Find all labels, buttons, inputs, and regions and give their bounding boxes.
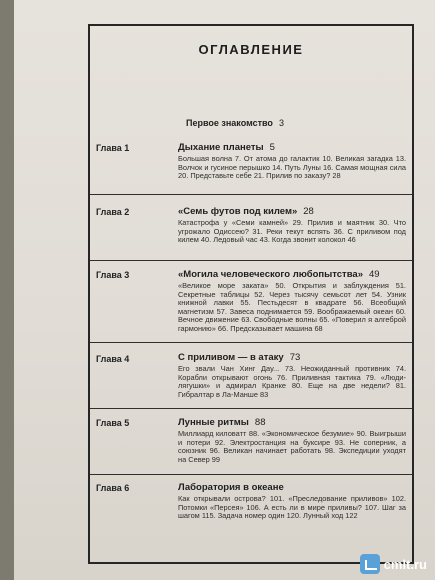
intro-title: Первое знакомство: [186, 118, 273, 128]
chapter-4-entry: [178, 352, 406, 399]
section-divider: [90, 194, 412, 195]
chapter-2-entry: [178, 206, 406, 245]
chapter-1-entry: [178, 142, 406, 181]
chapter-6-sections: Как открывали острова? 101. «Преследование приливов» 102. Потомки «Персея» 106. А есть ли в мире приливы? 107. Шаг за шагом 115. Задача номер один 120. Лунный ход 122: [178, 494, 406, 521]
section-divider: [90, 342, 412, 343]
intro-page: 3: [278, 118, 284, 128]
intro-entry: [186, 118, 284, 128]
chapter-2-page: 28: [303, 206, 314, 217]
book-page: [14, 0, 435, 580]
checkmark-icon: [360, 554, 380, 574]
chapter-2-sections: Катастрофа у «Семи камней» 29. Прилив и маятник 30. Что угрожало Одиссею? 31. Реки текут вспять 36. С приливом под килем 40. Ледовый час 43. Когда звонит колокол 46: [178, 218, 406, 245]
chapter-1-label: Глава 1: [96, 143, 130, 153]
watermark-text: cmlt.ru: [383, 556, 427, 572]
chapter-1-title: Дыхание планеты: [178, 142, 264, 153]
chapter-3-page: 49: [368, 269, 380, 280]
chapter-5-entry: [178, 417, 406, 464]
chapter-5-sections: Миллиард киловатт 88. «Экономическое безумие» 90. Выигрыши и потери 92. Электростанция на буксире 93. Не соперник, а союзник 96. Великан начинает работать 98. Экспедиции уходят на Север 99: [178, 429, 406, 464]
chapter-5-page: 88: [254, 417, 266, 428]
chapter-1-sections: Большая волна 7. От атома до галактик 10. Великая загадка 13. Волчок и гусиное перышко 14. Путь Луны 16. Самая мощная сила 20. Представьте себе 21. Прилив по заказу? 28: [178, 154, 406, 181]
section-divider: [90, 408, 412, 409]
chapter-4-page: 73: [289, 352, 301, 363]
chapter-2-title: «Семь футов под килем»: [178, 206, 298, 217]
chapter-4-sections: Его звали Чан Хинг Дау... 73. Неожиданный противник 74. Корабли открывают огонь 76. Приливная тактика 79. «Люди-лягушки» и адмирал Кранке 80. Еще на две недели? 81. Гибралтар в Ла-Манше 83: [178, 364, 406, 399]
chapter-3-entry: [178, 269, 406, 334]
section-divider: [90, 260, 412, 261]
chapter-4-label: Глава 4: [96, 354, 130, 364]
chapter-3-label: Глава 3: [96, 270, 130, 280]
chapter-6-title: Лаборатория в океане: [178, 482, 284, 493]
chapter-6-entry: [178, 482, 406, 521]
chapter-2-label: Глава 2: [96, 207, 130, 217]
chapter-3-title: «Могила человеческого любопытства»: [178, 269, 363, 280]
section-divider: [90, 474, 412, 475]
chapter-3-sections: «Великое море заката» 50. Открытия и заблуждения 51. Секретные таблицы 52. Через тысячу семьсот лет 54. Узник книжной лавки 55. Пестьдесят в квадрате 56. Всеобщий магнетизм 57. Завеса поднимается 59. Воображаемый океан 60. Вечное движение 63. Свободные волны 65. «Поверил я алгеброй гармонию» 66. Предсказывает машина 68: [178, 281, 406, 333]
chapter-1-page: 5: [269, 142, 275, 153]
chapter-4-title: С приливом — в атаку: [178, 352, 284, 363]
chapter-6-label: Глава 6: [96, 483, 130, 493]
site-watermark: [360, 554, 427, 574]
chapter-5-label: Глава 5: [96, 418, 130, 428]
contents-frame: [88, 24, 414, 564]
chapter-5-title: Лунные ритмы: [178, 417, 249, 428]
contents-heading: ОГЛАВЛЕНИЕ: [198, 42, 304, 57]
